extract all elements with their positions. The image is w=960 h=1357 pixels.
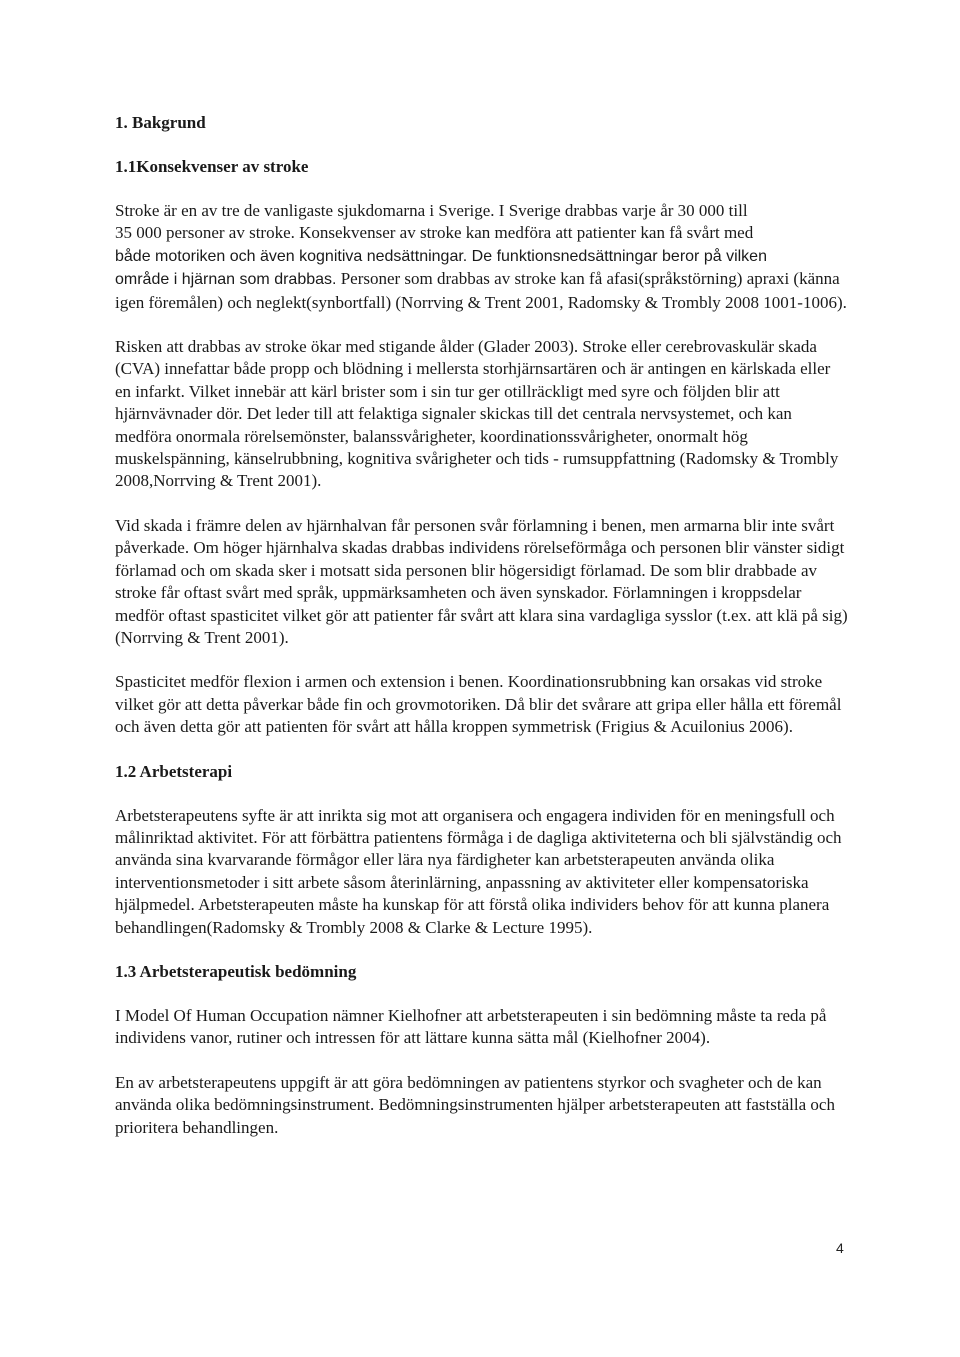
- paragraph-risk: Risken att drabbas av stroke ökar med stigande ålder (Glader 2003). Stroke eller cerebrovaskulär skada (CVA) innefattar både propp och blödning i mellersta storhjärnsartären och är antingen en kärlskada eller en infarkt. Vilket innebär att kärl brister som i sin tur ger otillräckligt med syre och följden blir att hjärnvävnader dör. Det leder till att felaktiga signaler skickas till det centrala nervsystemet, och kan medföra onormala rörelsemönster, balanssvårigheter, koordinationssvårigheter, onormalt hög muskelspänning, känselrubbning, kognitiva svårigheter och tids - rumsuppfattning (Radomsky & Trombly 2008,Norrving & Trent 2001).: [115, 337, 839, 491]
- text-line: Stroke är en av tre de vanligaste sjukdomarna i Sverige. I Sverige drabbas varje år 30 000 till: [115, 201, 748, 220]
- paragraph-consequences-intro: [115, 200, 850, 314]
- document-page: [115, 112, 850, 1139]
- section-heading-consequences: 1.1Konsekvenser av stroke: [115, 157, 309, 176]
- text-line-sans: område i hjärnan som drabbas.: [115, 271, 337, 289]
- section-heading-occupational-therapy: 1.2 Arbetsterapi: [115, 761, 233, 781]
- paragraph-occupational-therapy: Arbetsterapeutens syfte är att inrikta sig mot att organisera och engagera individen för en meningsfull och målinriktad aktivitet. För att förbättra patientens förmåga i de dagliga aktiviteterna och bli självständig och använda sina kvarvarande förmågor eller lära nya färdigheter kan arbetsterapeuten använda olika interventionsmetoder i sitt arbete såsom återinlärning, anpassning av aktiviteter eller kompensatoriska hjälpmedel. Arbetsterapeuten måste ha kunskap för att förstå olika individers behov för att kunna planera behandlingen(Radomsky & Trombly 2008 & Clarke & Lecture 1995).: [115, 805, 842, 937]
- text-line-sans: både motoriken och även kognitiva nedsättningar. De funktionsnedsättningar beror på vilken: [115, 247, 767, 265]
- paragraph-paralysis: Vid skada i främre delen av hjärnhalvan får personen svår förlamning i benen, men armarna blir inte svårt påverkade. Om höger hjärnhalva skadas drabbas individens rörelseförmåga och personen blir vänster sidigt förlamad och om skada sker i motsatt sida personen blir högersidigt förlamad. De som blir drabbade av stroke får oftast svårt med språk, uppmärksamheten och även synskador. Förlamningen i kroppsdelar medför oftast spasticitet vilket gör att patienter får svårt att klara sina vardagliga sysslor (t.ex. att klä på sig) (Norrving & Trent 2001).: [115, 515, 848, 647]
- section-heading-assessment: 1.3 Arbetsterapeutisk bedömning: [115, 961, 357, 981]
- paragraph-assessment-instruments: En av arbetsterapeutens uppgift är att göra bedömningen av patientens styrkor och svagheter och de kan använda olika bedömningsinstrument. Bedömningsinstrumenten hjälper arbetsterapeuten att fastställa och prioritera behandlingen.: [115, 1072, 835, 1137]
- paragraph-spasticity: Spasticitet medför flexion i armen och extension i benen. Koordinationsrubbning kan orsakas vid stroke vilket gör att detta påverkar både fin och grovmotoriken. Då blir det svårare att gripa eller hålla ett föremål och även detta gör att patienten för svårt att hålla kroppen symmetrisk (Frigius & Acuilonius 2006).: [115, 672, 842, 737]
- text-line: 35 000 personer av stroke. Konsekvenser av stroke kan medföra att patienter kan få svårt med: [115, 223, 754, 243]
- main-heading: 1. Bakgrund: [115, 113, 206, 132]
- paragraph-moho: I Model Of Human Occupation nämner Kielhofner att arbetsterapeuten i sin bedömning måste ta reda på individens vanor, rutiner och intressen för att lättare kunna sätta mål (Kielhofner 2004).: [115, 1005, 827, 1048]
- page-number: 4: [836, 1240, 844, 1256]
- text-run: Personer som drabbas av stroke kan få afasi(språkstörning) apraxi (känna igen föremålen) och neglekt(synbortfall) (Norrving & Trent 2001, Radomsky & Trombly 2008 1001-1006).: [115, 269, 847, 312]
